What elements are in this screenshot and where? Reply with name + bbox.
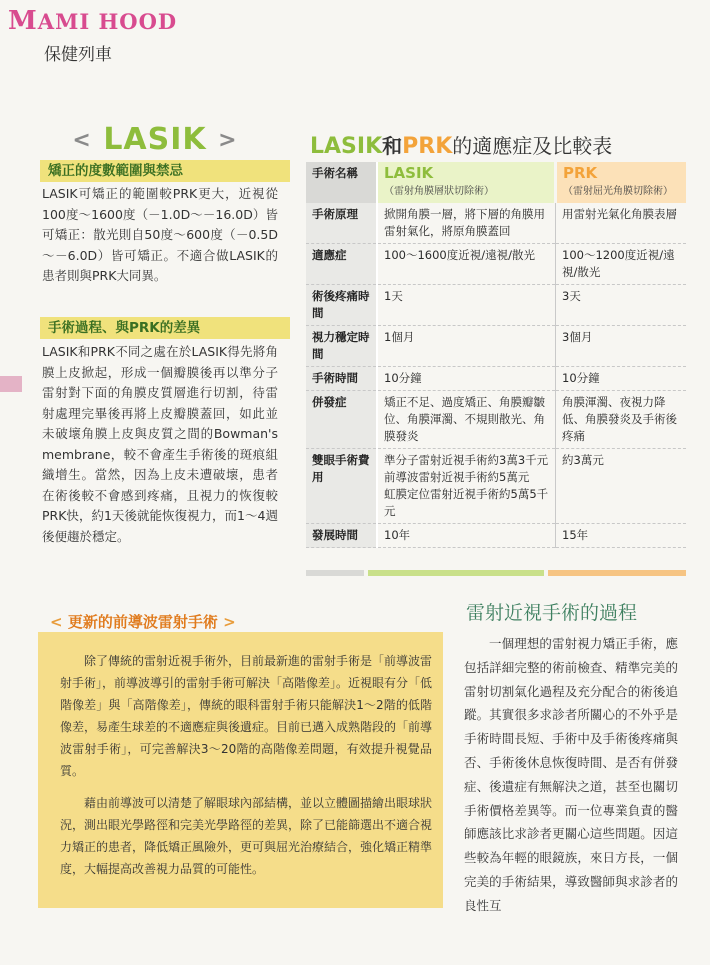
header-lasik-desc: （雷射角膜層狀切除術） [384, 186, 494, 197]
wavefront-heading [46, 611, 240, 632]
header-prk [556, 162, 687, 203]
cell-prk: 3天 [556, 285, 687, 326]
header-prk-name: PRK [563, 164, 598, 182]
arrow-left-icon: < [72, 128, 92, 153]
wavefront-heading-text: 更新的前導波雷射手術 [67, 613, 218, 631]
section-label: 保健列車 [44, 45, 112, 65]
title-and: 和 [382, 134, 403, 158]
cell-prk: 3個月 [556, 326, 687, 367]
cell-lasik: 1天 [377, 285, 556, 326]
cell-lasik: 10分鐘 [377, 367, 556, 391]
row-label: 術後疼痛時間 [306, 285, 377, 326]
arrow-right-icon: > [223, 613, 236, 631]
row-label: 手術時間 [306, 367, 377, 391]
table-row [306, 326, 686, 367]
title-lasik: LASIK [310, 134, 383, 159]
table-row [306, 449, 686, 524]
page-tab-marker [0, 376, 22, 392]
table-row [306, 285, 686, 326]
title-rest: 的適應症及比較表 [452, 134, 613, 158]
cell-prk: 角膜渾濁、夜視力降低、角膜發炎及手術後疼痛 [556, 391, 687, 449]
brand-initial: M [8, 6, 38, 36]
process-heading: 雷射近視手術的過程 [466, 602, 638, 624]
magazine-title [8, 6, 177, 36]
lasik-heading-text: LASIK [103, 122, 207, 157]
table-row [306, 367, 686, 391]
table-header-row [306, 162, 686, 203]
row-label: 發展時間 [306, 524, 377, 548]
table-bottom-bar-prk [548, 570, 686, 576]
cell-lasik: 準分子雷射近視手術約3萬3千元 前導波雷射近視手術約5萬元 虹膜定位雷射近視手術約5萬5千元 [377, 449, 556, 524]
row-label: 手術原理 [306, 203, 377, 244]
row-label: 視力穩定時間 [306, 326, 377, 367]
wavefront-paragraph-2: 藉由前導波可以清楚了解眼球內部結構，並以立體圖描繪出眼球狀況，測出眼光學路徑和完美光學路徑的差異，除了已能篩選出不適合視力矯正的患者，降低矯正風險外，更可與屈光治療結合，強化矯正精準度，大幅提高改善視力品質的可能性。 [60, 796, 433, 876]
cell-prk: 約3萬元 [556, 449, 687, 524]
lasik-heading [70, 122, 240, 157]
paragraph-procedure: LASIK和PRK不同之處在於LASIK得先將角膜上皮掀起，形成一個瓣膜後再以準分子雷射對下面的角膜皮質層進行切割，待雷射處理完畢後再將上皮瓣膜蓋回，如此並未破壞角膜上皮與皮質之間的Bowman's membrane，較不會產生手術後的斑痕組織增生。當然，因為上皮未遭破壞，患者在術後較不會感到疼痛，且視力的恢復較PRK快，約1天後就能恢復視力，而1～4週後便趨於穩定。 [42, 344, 278, 544]
header-prk-desc: （雷射屈光角膜切除術） [563, 186, 673, 197]
cell-prk: 100～1200度近視/遠視/散光 [556, 244, 687, 285]
arrow-right-icon: > [218, 128, 238, 153]
table-title [310, 130, 612, 159]
table-row [306, 203, 686, 244]
table-row [306, 244, 686, 285]
title-prk: PRK [402, 134, 453, 159]
cell-prk: 用雷射光氣化角膜表層 [556, 203, 687, 244]
cell-prk: 10分鐘 [556, 367, 687, 391]
cell-lasik: 1個月 [377, 326, 556, 367]
process-paragraph: 一個理想的雷射視力矯正手術，應包括詳細完整的術前檢查、精準完美的雷射切割氣化過程及充分配合的術後追蹤。其實很多求診者所關心的不外乎是手術時間長短、手術中及手術後疼痛與否、手術後休息恢復時間、是否有併發症、後遺症有無解決之道，甚至也關切手術價格差異等。而一位專業負責的醫師應該比求診者更關心這些問題。因這些較為年輕的眼鏡族，來日方長，一個完美的手術結果，導致醫師與求診者的良性互 [464, 636, 678, 913]
cell-prk: 15年 [556, 524, 687, 548]
header-lasik [377, 162, 556, 203]
cell-lasik: 10年 [377, 524, 556, 548]
table-bottom-bar-label [306, 570, 364, 576]
paragraph-range: LASIK可矯正的範圍較PRK更大，近視從100度～1600度（－1.0D～－16.0D）皆可矯正：散光則自50度～600度（－0.5D～－6.0D）皆可矯正。不適合做LASIK的患者則與PRK大同異。 [42, 186, 278, 283]
table-bottom-bar-lasik [368, 570, 544, 576]
wavefront-paragraph-1: 除了傳統的雷射近視手術外，目前最新進的雷射手術是「前導波雷射手術」，前導波導引的雷射手術可解決「高階像差」。近視眼有分「低階像差」與「高階像差」，傳統的眼科雷射手術只能解決1～2階的低階像差，易產生球差的不適應症與後遺症。目前已邁入成熟階段的「前導波雷射手術」，可完善解決3～20階的高階像差問題，有效提升視覺品質。 [60, 654, 433, 778]
subheading-procedure: 手術過程、與PRK的差異 [40, 317, 290, 339]
row-label: 併發症 [306, 391, 377, 449]
cell-lasik: 100～1600度近視/遠視/散光 [377, 244, 556, 285]
row-label: 雙眼手術費用 [306, 449, 377, 524]
brand-rest: AMI HOOD [37, 9, 178, 34]
row-label: 適應症 [306, 244, 377, 285]
header-lasik-name: LASIK [384, 164, 434, 182]
cell-lasik: 矯正不足、過度矯正、角膜瓣皺位、角膜渾濁、不規則散光、角膜發炎 [377, 391, 556, 449]
comparison-table [306, 162, 686, 548]
table-row [306, 391, 686, 449]
header-label: 手術名稱 [306, 162, 377, 203]
arrow-left-icon: < [50, 613, 63, 631]
subheading-range: 矯正的度數範圍與禁忌 [40, 160, 290, 182]
table-row [306, 524, 686, 548]
cell-lasik: 掀開角膜一層，將下層的角膜用雷射氣化，將原角膜蓋回 [377, 203, 556, 244]
